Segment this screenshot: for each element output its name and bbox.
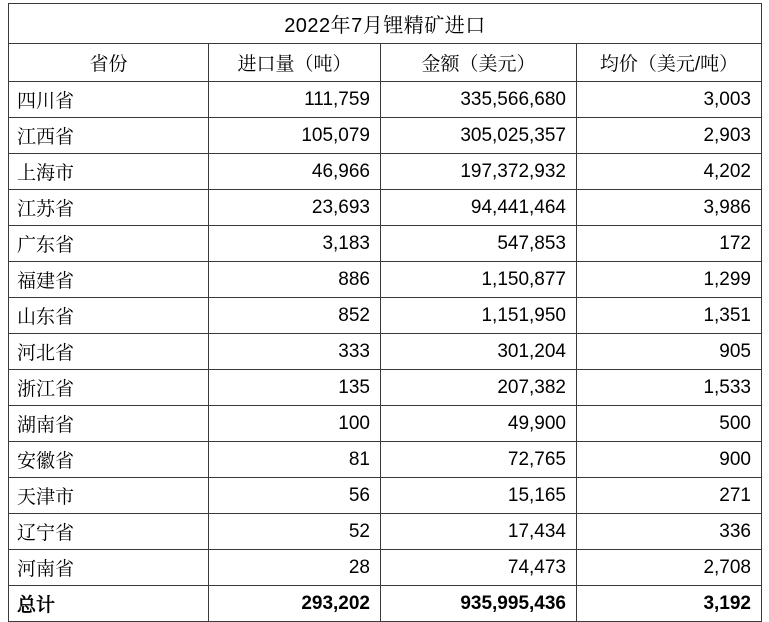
cell-province: 安徽省 [9, 442, 209, 478]
table-row [9, 226, 762, 262]
table-row [9, 478, 762, 514]
cell-quantity: 28 [209, 550, 381, 586]
cell-amount: 197,372,932 [381, 154, 577, 190]
cell-quantity: 852 [209, 298, 381, 334]
table-row [9, 370, 762, 406]
column-header-quantity: 进口量（吨） [209, 44, 381, 82]
cell-amount: 72,765 [381, 442, 577, 478]
cell-avg-price: 905 [577, 334, 762, 370]
cell-province: 江苏省 [9, 190, 209, 226]
cell-avg-price: 4,202 [577, 154, 762, 190]
cell-province: 浙江省 [9, 370, 209, 406]
cell-quantity: 105,079 [209, 118, 381, 154]
cell-quantity: 886 [209, 262, 381, 298]
cell-avg-price: 172 [577, 226, 762, 262]
total-quantity: 293,202 [209, 586, 381, 622]
cell-quantity: 3,183 [209, 226, 381, 262]
table-row [9, 550, 762, 586]
cell-amount: 1,151,950 [381, 298, 577, 334]
cell-amount: 335,566,680 [381, 82, 577, 118]
cell-quantity: 100 [209, 406, 381, 442]
cell-quantity: 56 [209, 478, 381, 514]
cell-amount: 301,204 [381, 334, 577, 370]
total-amount: 935,995,436 [381, 586, 577, 622]
cell-amount: 17,434 [381, 514, 577, 550]
table-header-row [9, 44, 762, 82]
table-row [9, 298, 762, 334]
cell-province: 天津市 [9, 478, 209, 514]
cell-amount: 74,473 [381, 550, 577, 586]
cell-amount: 207,382 [381, 370, 577, 406]
cell-province: 河南省 [9, 550, 209, 586]
cell-province: 上海市 [9, 154, 209, 190]
cell-quantity: 81 [209, 442, 381, 478]
cell-province: 湖南省 [9, 406, 209, 442]
total-avg-price: 3,192 [577, 586, 762, 622]
table-row [9, 190, 762, 226]
column-header-amount: 金额（美元） [381, 44, 577, 82]
cell-avg-price: 1,299 [577, 262, 762, 298]
cell-province: 四川省 [9, 82, 209, 118]
cell-amount: 94,441,464 [381, 190, 577, 226]
table-row [9, 154, 762, 190]
cell-quantity: 111,759 [209, 82, 381, 118]
cell-province: 福建省 [9, 262, 209, 298]
lithium-import-table [8, 3, 762, 622]
cell-quantity: 52 [209, 514, 381, 550]
table-row [9, 406, 762, 442]
cell-province: 山东省 [9, 298, 209, 334]
cell-avg-price: 2,708 [577, 550, 762, 586]
cell-province: 广东省 [9, 226, 209, 262]
total-label: 总计 [9, 586, 209, 622]
table-total-row [9, 586, 762, 622]
table-container [8, 3, 761, 622]
cell-amount: 305,025,357 [381, 118, 577, 154]
column-header-province: 省份 [9, 44, 209, 82]
cell-province: 河北省 [9, 334, 209, 370]
table-row [9, 262, 762, 298]
cell-avg-price: 1,533 [577, 370, 762, 406]
cell-avg-price: 336 [577, 514, 762, 550]
table-row [9, 442, 762, 478]
table-row [9, 334, 762, 370]
cell-province: 江西省 [9, 118, 209, 154]
cell-province: 辽宁省 [9, 514, 209, 550]
cell-quantity: 135 [209, 370, 381, 406]
cell-quantity: 333 [209, 334, 381, 370]
table-row [9, 514, 762, 550]
cell-avg-price: 3,003 [577, 82, 762, 118]
cell-amount: 547,853 [381, 226, 577, 262]
cell-amount: 15,165 [381, 478, 577, 514]
table-title: 2022年7月锂精矿进口 [9, 4, 762, 44]
cell-amount: 49,900 [381, 406, 577, 442]
cell-avg-price: 271 [577, 478, 762, 514]
cell-avg-price: 3,986 [577, 190, 762, 226]
cell-avg-price: 900 [577, 442, 762, 478]
cell-avg-price: 1,351 [577, 298, 762, 334]
cell-quantity: 23,693 [209, 190, 381, 226]
cell-avg-price: 2,903 [577, 118, 762, 154]
table-row [9, 118, 762, 154]
cell-quantity: 46,966 [209, 154, 381, 190]
cell-avg-price: 500 [577, 406, 762, 442]
cell-amount: 1,150,877 [381, 262, 577, 298]
table-row [9, 82, 762, 118]
table-title-row [9, 4, 762, 44]
column-header-avg-price: 均价（美元/吨） [577, 44, 762, 82]
